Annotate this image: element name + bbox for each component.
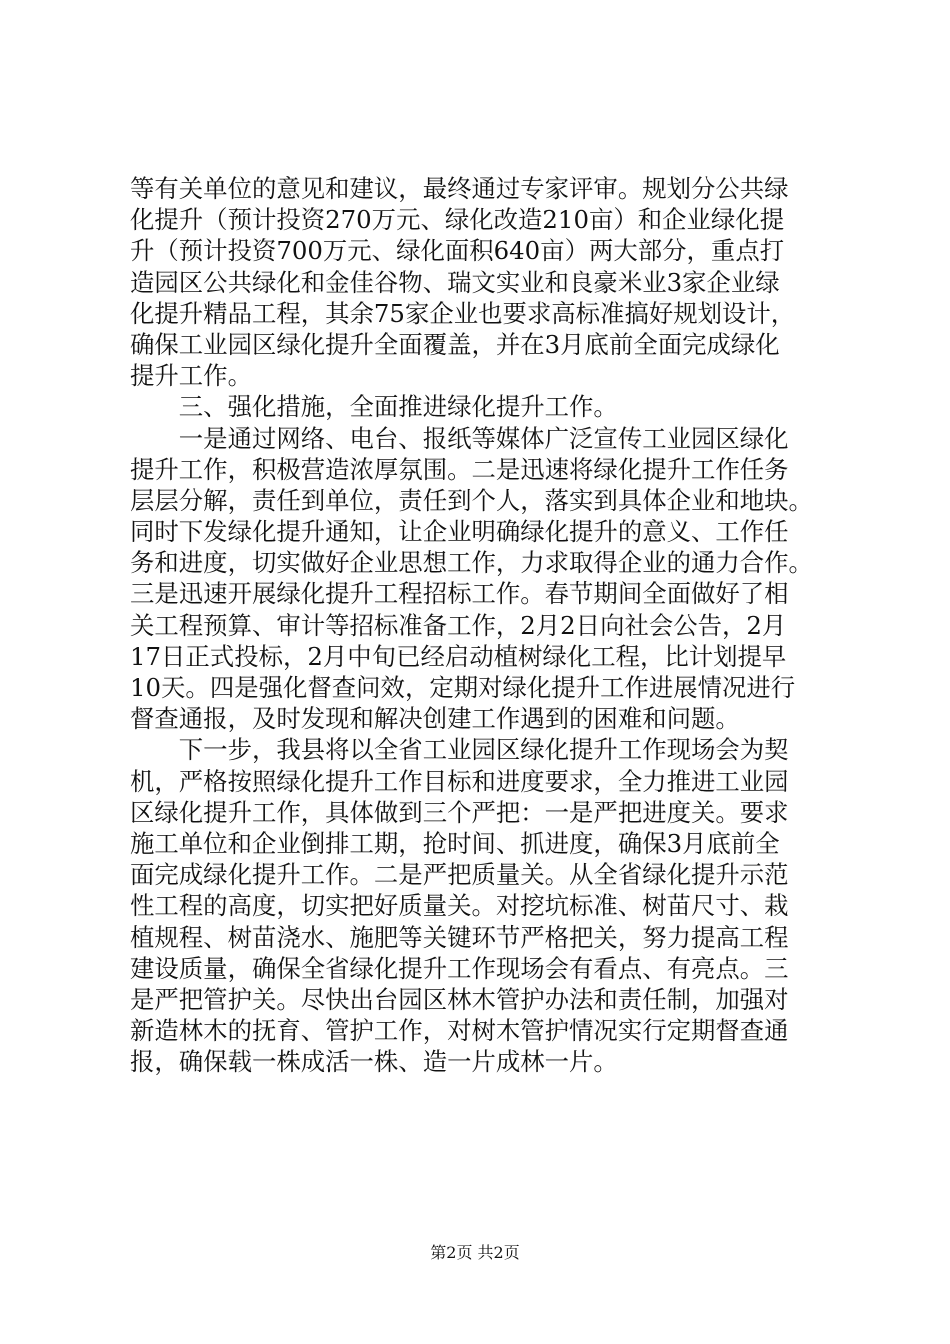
text-line: 区绿化提升工作，具体做到三个严把：一是严把进度关。要求 (130, 797, 789, 827)
text-line: 等有关单位的意见和建议，最终通过专家评审。规划分公共绿 (130, 174, 789, 203)
body-text (130, 173, 830, 1077)
text-line: 面完成绿化提升工作。二是严把质量关。从全省绿化提升示范 (130, 860, 789, 890)
text-line: 性工程的高度，切实把好质量关。对挖坑标准、树苗尺寸、栽 (130, 891, 789, 921)
text-line: 层层分解，责任到单位，责任到个人，落实到具体企业和地块。 (130, 485, 813, 515)
text-line: 10天。四是强化督查问效，定期对绿化提升工作进展情况进行 (130, 673, 796, 702)
text-line: 提升工作，积极营造浓厚氛围。二是迅速将绿化提升工作任务 (130, 454, 789, 484)
text-line: 关工程预算、审计等招标准备工作，2月2日向社会公告，2月 (130, 610, 787, 640)
text-line: 建设质量，确保全省绿化提升工作现场会有看点、有亮点。三 (130, 953, 789, 983)
section-heading: 三、强化措施，全面推进绿化提升工作。 (130, 392, 618, 422)
text-line: 机，严格按照绿化提升工作目标和进度要求，全力推进工业园 (130, 766, 789, 796)
text-line: 务和进度，切实做好企业思想工作，力求取得企业的通力合作。 (130, 548, 813, 578)
text-line: 17日正式投标，2月中旬已经启动植树绿化工程，比计划提早 (130, 641, 787, 671)
text-line: 确保工业园区绿化提升全面覆盖，并在3月底前全面完成绿化 (130, 329, 780, 359)
text-line: 化提升精品工程，其余75家企业也要求高标准搞好规划设计， (130, 298, 796, 328)
text-line: 是严把管护关。尽快出台园区林木管护办法和责任制，加强对 (130, 984, 789, 1014)
text-line: 新造林木的抚育、管护工作，对树木管护情况实行定期督查通 (130, 1016, 789, 1046)
text-line: 下一步，我县将以全省工业园区绿化提升工作现场会为契 (130, 735, 789, 765)
text-line: 升（预计投资700万元、绿化面积640亩）两大部分，重点打 (130, 236, 785, 266)
text-line: 施工单位和企业倒排工期，抢时间、抓进度，确保3月底前全 (130, 828, 780, 858)
text-line: 造园区公共绿化和金佳谷物、瑞文实业和良豪米业3家企业绿 (130, 267, 780, 297)
text-line: 一是通过网络、电台、报纸等媒体广泛宣传工业园区绿化 (130, 423, 789, 453)
text-line: 提升工作。 (130, 361, 252, 391)
text-line: 报，确保载一株成活一株、造一片成林一片。 (130, 1047, 618, 1077)
text-line: 督查通报，及时发现和解决创建工作遇到的困难和问题。 (130, 704, 740, 734)
text-line: 植规程、树苗浇水、施肥等关键环节严格把关，努力提高工程 (130, 922, 789, 952)
text-line: 三是迅速开展绿化提升工程招标工作。春节期间全面做好了相 (130, 579, 789, 609)
page-number-footer: 第2页 共2页 (430, 1243, 520, 1262)
text-line: 同时下发绿化提升通知，让企业明确绿化提升的意义、工作任 (130, 517, 789, 547)
text-line: 化提升（预计投资270万元、绿化改造210亩）和企业绿化提 (130, 205, 785, 235)
